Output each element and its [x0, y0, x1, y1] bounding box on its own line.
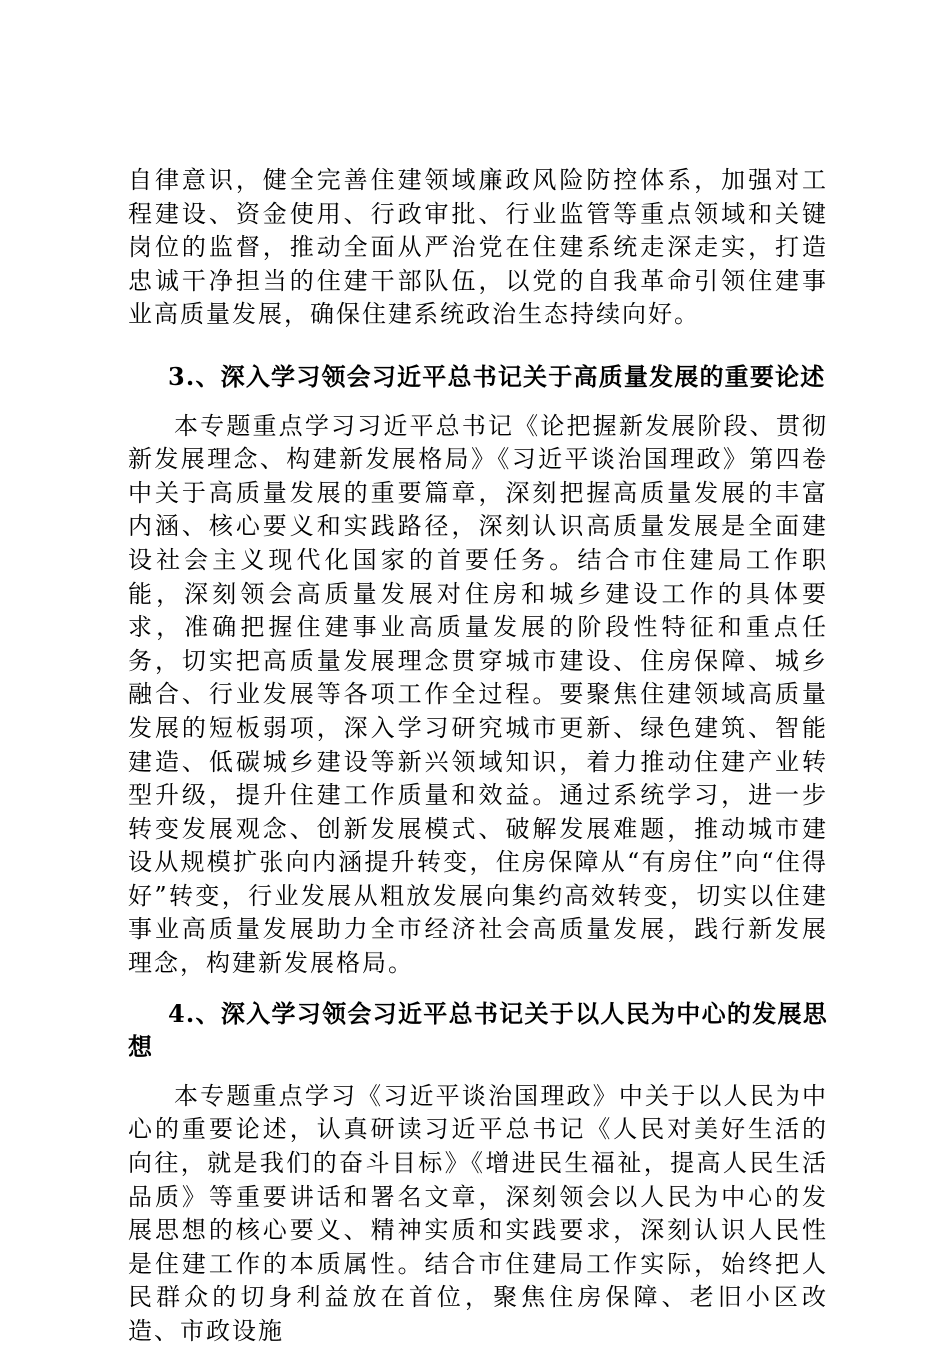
body-paragraph: 本专题重点学习习近平总书记《论把握新发展阶段、贯彻新发展理念、构建新发展格局》《习近平谈治国理政》第四卷中关于高质量发展的重要篇章，深刻把握高质量发展的丰富内涵、核心要义和实践路径，深刻认识高质量发展是全面建设社会主义现代化国家的首要任务。结合市住建局工作职能，深刻领会高质量发展对住房和城乡建设工作的具体要求，准确把握住建事业高质量发展的阶段性特征和重点任务，切实把高质量发展理念贯穿城市建设、住房保障、城乡融合、行业发展等各项工作全过程。要聚焦住建领域高质量发展的短板弱项，深入学习研究城市更新、绿色建筑、智能建造、低碳城乡建设等新兴领域知识，着力推动住建产业转型升级，提升住建工作质量和效益。通过系统学习，进一步转变发展观念、创新发展模式、破解发展难题，推动城市建设从规模扩张向内涵提升转变，住房保障从“有房住”向“住得好”转变，行业发展从粗放发展向集约高效转变，切实以住建事业高质量发展助力全市经济社会高质量发展，践行新发展理念，构建新发展格局。	[128, 411, 828, 978]
document-page	[128, 164, 828, 1349]
body-paragraph: 本专题重点学习《习近平谈治国理政》中关于以人民为中心的重要论述，认真研读习近平总书记《人民对美好生活的向往，就是我们的奋斗目标》《增进民生福祉，提高人民生活品质》等重要讲话和署名文章，深刻领会以人民为中心的发展思想的核心要义、精神实质和实践要求，深刻认识人民性是住建工作的本质属性。结合市住建局工作实际，始终把人民群众的切身利益放在首位，聚焦住房保障、老旧小区改造、市政设施	[128, 1081, 828, 1345]
body-paragraph: 自律意识，健全完善住建领域廉政风险防控体系，加强对工程建设、资金使用、行政审批、行业监管等重点领域和关键岗位的监督，推动全面从严治党在住建系统走深走实，打造忠诚干净担当的住建干部队伍，以党的自我革命引领住建事业高质量发展，确保住建系统政治生态持续向好。	[128, 166, 828, 329]
section-heading-4: 4.、深入学习领会习近平总书记关于以人民为中心的发展思想	[128, 998, 828, 1062]
section-heading-3: 3.、深入学习领会习近平总书记关于高质量发展的重要论述	[168, 361, 826, 391]
